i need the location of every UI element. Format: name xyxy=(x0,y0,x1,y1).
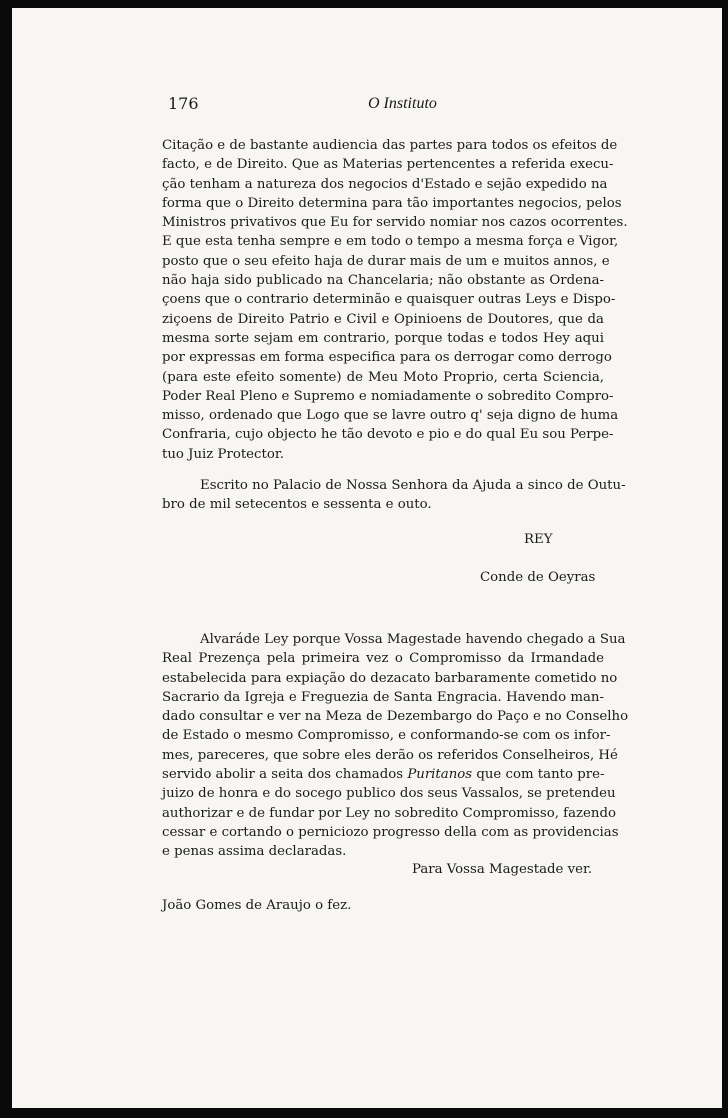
text-line: tuo Juiz Protector. xyxy=(162,446,284,462)
line-suffix: que com tanto pre- xyxy=(472,767,605,783)
signature-rey: REY xyxy=(524,532,553,547)
scan-border-left xyxy=(0,0,12,1118)
text-line: Escrito no Palacio de Nossa Senhora da Ajuda a sinco de Outu- xyxy=(200,478,626,493)
text-line: dado consultar e ver na Meza de Dezembargo do Paço e no Conselho xyxy=(162,709,629,725)
paragraph-decree-conclusion xyxy=(162,136,628,464)
paragraph-dateline xyxy=(162,476,626,515)
document-page xyxy=(12,8,722,1108)
text-line: Alvaráde Ley porque Vossa Magestade havendo chegado a Sua xyxy=(200,632,626,647)
text-line: E que esta tenha sempre e em todo o tempo a mesma força e Vigor, xyxy=(162,234,619,250)
text-line: çoens que o contrario determinão e quaisquer outras Leys e Dispo- xyxy=(162,292,616,308)
text-line: Sacrario da Igreja e Freguezia de Santa Engracia. Havendo man- xyxy=(162,689,604,705)
text-line: por expressas em forma especifica para os derrogar como derrogo xyxy=(162,350,612,366)
text-line: bro de mil setecentos e sessenta e outo. xyxy=(162,497,432,513)
page-header xyxy=(160,94,610,118)
closing-scribe: João Gomes de Araujo o fez. xyxy=(162,898,352,913)
scan-border-top xyxy=(0,0,728,8)
text-line: Confraria, cujo objecto he tão devoto e pio e do qual Eu sou Perpe- xyxy=(162,427,614,443)
text-line: authorizar e de fundar por Ley no sobredito Compromisso, fazendo xyxy=(162,805,616,821)
text-line: e penas assima declaradas. xyxy=(162,844,347,860)
italic-word-puritanos: Puritanos xyxy=(407,767,473,783)
text-line: posto que o seu efeito haja de durar mais de um e muitos annos, e xyxy=(162,253,610,269)
text-line: misso, ordenado que Logo que se lavre outro q' seja digno de huma xyxy=(162,408,619,424)
text-line: juizo de honra e do socego publico dos seus Vassalos, se pretendeu xyxy=(162,786,616,802)
text-line: Citação e de bastante audiencia das partes para todos os efeitos de xyxy=(162,138,618,153)
paragraph-alvara-summary xyxy=(162,630,629,862)
text-line: ziçoens de Direito Patrio e Civil e Opinioens de Doutores, que da xyxy=(162,311,604,327)
scan-border-right xyxy=(722,0,728,1118)
text-line: cessar e cortando o perniciozo progresso della com as providencias xyxy=(162,824,619,840)
text-line: Ministros privativos que Eu for servido nomiar nos cazos ocorrentes. xyxy=(162,215,628,231)
text-line: forma que o Direito determina para tão importantes negocios, pelos xyxy=(162,195,622,211)
text-line: não haja sido publicado na Chancelaria; não obstante as Ordena- xyxy=(162,273,604,289)
signature-conde: Conde de Oeyras xyxy=(480,570,596,585)
text-line: mes, pareceres, que sobre eles derão os referidos Conselheiros, Hé xyxy=(162,747,618,763)
page-number: 176 xyxy=(168,94,199,113)
text-line: de Estado o mesmo Compromisso, e conformando-se com os infor- xyxy=(162,728,611,744)
text-line: facto, e de Direito. Que as Materias pertencentes a referida execu- xyxy=(162,157,614,173)
scan-border-bottom xyxy=(0,1108,728,1118)
text-line: estabelecida para expiação do dezacato barbaramente cometido no xyxy=(162,670,618,686)
text-line: Poder Real Pleno e Supremo e nomiadamente o sobredito Compro- xyxy=(162,388,614,404)
closing-para-vossa-magestade: Para Vossa Magestade ver. xyxy=(412,862,593,877)
text-line: mesma sorte sejam em contrario, porque todas e todos Hey aqui xyxy=(162,330,604,346)
text-line-with-italic xyxy=(162,765,604,784)
running-title: O Instituto xyxy=(368,95,437,112)
text-line: ção tenham a natureza dos negocios d'Estado e sejão expedido na xyxy=(162,176,608,192)
text-line: (para este efeito somente) de Meu Moto Proprio, certa Sciencia, xyxy=(162,369,604,385)
text-line: Real Prezença pela primeira vez o Compromisso da Irmandade xyxy=(162,651,604,667)
line-prefix: servido abolir a seita dos chamados xyxy=(162,767,408,783)
